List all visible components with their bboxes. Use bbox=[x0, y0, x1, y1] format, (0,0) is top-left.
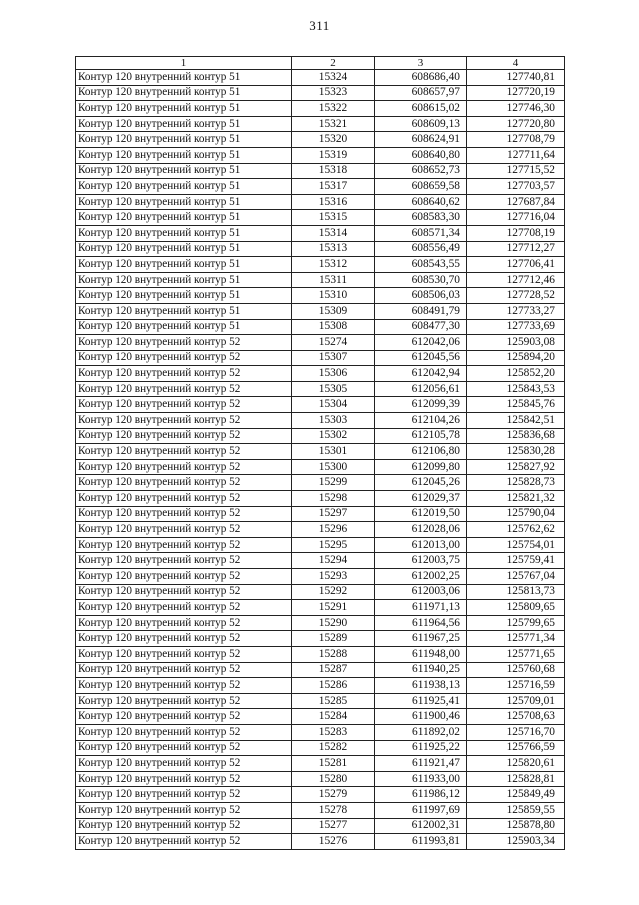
point-number-cell: 15282 bbox=[292, 740, 375, 756]
table-row bbox=[76, 818, 565, 834]
table-row bbox=[76, 132, 565, 148]
contour-name-cell: Контур 120 внутренний контур 52 bbox=[76, 709, 292, 725]
x-coordinate-cell: 608609,13 bbox=[375, 116, 467, 132]
point-number-cell: 15289 bbox=[292, 631, 375, 647]
point-number-cell: 15290 bbox=[292, 615, 375, 631]
y-coordinate-cell: 125852,20 bbox=[467, 366, 565, 382]
table-row bbox=[76, 569, 565, 585]
contour-name-cell: Контур 120 внутренний контур 52 bbox=[76, 366, 292, 382]
contour-name-cell: Контур 120 внутренний контур 52 bbox=[76, 413, 292, 429]
table-row bbox=[76, 475, 565, 491]
contour-name-cell: Контур 120 внутренний контур 51 bbox=[76, 241, 292, 257]
table-row bbox=[76, 147, 565, 163]
y-coordinate-cell: 125709,01 bbox=[467, 693, 565, 709]
contour-name-cell: Контур 120 внутренний контур 51 bbox=[76, 85, 292, 101]
x-coordinate-cell: 611925,41 bbox=[375, 693, 467, 709]
x-coordinate-cell: 608640,80 bbox=[375, 147, 467, 163]
y-coordinate-cell: 125894,20 bbox=[467, 350, 565, 366]
y-coordinate-cell: 127720,19 bbox=[467, 85, 565, 101]
table-row bbox=[76, 444, 565, 460]
x-coordinate-cell: 608659,58 bbox=[375, 179, 467, 195]
contour-name-cell: Контур 120 внутренний контур 52 bbox=[76, 459, 292, 475]
contour-name-cell: Контур 120 внутренний контур 52 bbox=[76, 335, 292, 351]
y-coordinate-cell: 125820,61 bbox=[467, 756, 565, 772]
y-coordinate-cell: 127712,46 bbox=[467, 272, 565, 288]
x-coordinate-cell: 608530,70 bbox=[375, 272, 467, 288]
header-col-1: 1 bbox=[76, 57, 292, 70]
contour-name-cell: Контур 120 внутренний контур 51 bbox=[76, 70, 292, 86]
y-coordinate-cell: 125767,04 bbox=[467, 569, 565, 585]
point-number-cell: 15300 bbox=[292, 459, 375, 475]
y-coordinate-cell: 125828,81 bbox=[467, 771, 565, 787]
table-row bbox=[76, 303, 565, 319]
y-coordinate-cell: 125903,08 bbox=[467, 335, 565, 351]
x-coordinate-cell: 608543,55 bbox=[375, 257, 467, 273]
x-coordinate-cell: 612019,50 bbox=[375, 506, 467, 522]
point-number-cell: 15307 bbox=[292, 350, 375, 366]
point-number-cell: 15296 bbox=[292, 522, 375, 538]
contour-name-cell: Контур 120 внутренний контур 52 bbox=[76, 693, 292, 709]
y-coordinate-cell: 125821,32 bbox=[467, 491, 565, 507]
contour-name-cell: Контур 120 внутренний контур 52 bbox=[76, 662, 292, 678]
point-number-cell: 15277 bbox=[292, 818, 375, 834]
y-coordinate-cell: 127733,27 bbox=[467, 303, 565, 319]
x-coordinate-cell: 608583,30 bbox=[375, 210, 467, 226]
point-number-cell: 15312 bbox=[292, 257, 375, 273]
y-coordinate-cell: 125754,01 bbox=[467, 537, 565, 553]
contour-name-cell: Контур 120 внутренний контур 52 bbox=[76, 350, 292, 366]
point-number-cell: 15302 bbox=[292, 428, 375, 444]
table-row bbox=[76, 70, 565, 86]
y-coordinate-cell: 125903,34 bbox=[467, 834, 565, 850]
contour-name-cell: Контур 120 внутренний контур 52 bbox=[76, 678, 292, 694]
header-row bbox=[76, 57, 565, 70]
contour-name-cell: Контур 120 внутренний контур 52 bbox=[76, 569, 292, 585]
x-coordinate-cell: 611971,13 bbox=[375, 600, 467, 616]
point-number-cell: 15287 bbox=[292, 662, 375, 678]
point-number-cell: 15283 bbox=[292, 724, 375, 740]
x-coordinate-cell: 612106,80 bbox=[375, 444, 467, 460]
point-number-cell: 15322 bbox=[292, 101, 375, 117]
table-row bbox=[76, 163, 565, 179]
table-row bbox=[76, 646, 565, 662]
y-coordinate-cell: 127711,64 bbox=[467, 147, 565, 163]
table-row bbox=[76, 600, 565, 616]
table-row bbox=[76, 615, 565, 631]
contour-name-cell: Контур 120 внутренний контур 52 bbox=[76, 818, 292, 834]
contour-name-cell: Контур 120 внутренний контур 52 bbox=[76, 522, 292, 538]
y-coordinate-cell: 125836,68 bbox=[467, 428, 565, 444]
table-row bbox=[76, 787, 565, 803]
y-coordinate-cell: 125843,53 bbox=[467, 381, 565, 397]
point-number-cell: 15279 bbox=[292, 787, 375, 803]
point-number-cell: 15299 bbox=[292, 475, 375, 491]
y-coordinate-cell: 127687,84 bbox=[467, 194, 565, 210]
table-row bbox=[76, 662, 565, 678]
y-coordinate-cell: 125708,63 bbox=[467, 709, 565, 725]
point-number-cell: 15309 bbox=[292, 303, 375, 319]
point-number-cell: 15310 bbox=[292, 288, 375, 304]
contour-name-cell: Контур 120 внутренний контур 52 bbox=[76, 537, 292, 553]
table-row bbox=[76, 397, 565, 413]
table-header bbox=[76, 57, 565, 70]
table-row bbox=[76, 522, 565, 538]
x-coordinate-cell: 611938,13 bbox=[375, 678, 467, 694]
y-coordinate-cell: 127720,80 bbox=[467, 116, 565, 132]
y-coordinate-cell: 125766,59 bbox=[467, 740, 565, 756]
x-coordinate-cell: 608506,03 bbox=[375, 288, 467, 304]
table-body bbox=[76, 70, 565, 850]
point-number-cell: 15288 bbox=[292, 646, 375, 662]
x-coordinate-cell: 611993,81 bbox=[375, 834, 467, 850]
y-coordinate-cell: 125762,62 bbox=[467, 522, 565, 538]
x-coordinate-cell: 612002,25 bbox=[375, 569, 467, 585]
contour-name-cell: Контур 120 внутренний контур 52 bbox=[76, 646, 292, 662]
contour-name-cell: Контур 120 внутренний контур 51 bbox=[76, 132, 292, 148]
table-row bbox=[76, 381, 565, 397]
point-number-cell: 15286 bbox=[292, 678, 375, 694]
x-coordinate-cell: 611925,22 bbox=[375, 740, 467, 756]
y-coordinate-cell: 125830,28 bbox=[467, 444, 565, 460]
x-coordinate-cell: 608556,49 bbox=[375, 241, 467, 257]
y-coordinate-cell: 127708,79 bbox=[467, 132, 565, 148]
table-row bbox=[76, 693, 565, 709]
y-coordinate-cell: 125771,34 bbox=[467, 631, 565, 647]
x-coordinate-cell: 612045,56 bbox=[375, 350, 467, 366]
y-coordinate-cell: 127703,57 bbox=[467, 179, 565, 195]
point-number-cell: 15285 bbox=[292, 693, 375, 709]
contour-name-cell: Контур 120 внутренний контур 52 bbox=[76, 397, 292, 413]
point-number-cell: 15293 bbox=[292, 569, 375, 585]
table-row bbox=[76, 179, 565, 195]
contour-name-cell: Контур 120 внутренний контур 52 bbox=[76, 787, 292, 803]
table-row bbox=[76, 85, 565, 101]
table-row bbox=[76, 288, 565, 304]
contour-name-cell: Контур 120 внутренний контур 51 bbox=[76, 194, 292, 210]
contour-name-cell: Контур 120 внутренний контур 52 bbox=[76, 600, 292, 616]
table-row bbox=[76, 225, 565, 241]
contour-name-cell: Контур 120 внутренний контур 52 bbox=[76, 834, 292, 850]
header-col-4: 4 bbox=[467, 57, 565, 70]
y-coordinate-cell: 127746,30 bbox=[467, 101, 565, 117]
x-coordinate-cell: 611900,46 bbox=[375, 709, 467, 725]
point-number-cell: 15305 bbox=[292, 381, 375, 397]
table-row bbox=[76, 241, 565, 257]
table-row bbox=[76, 678, 565, 694]
contour-name-cell: Контур 120 внутренний контур 52 bbox=[76, 740, 292, 756]
y-coordinate-cell: 125849,49 bbox=[467, 787, 565, 803]
point-number-cell: 15316 bbox=[292, 194, 375, 210]
x-coordinate-cell: 608686,40 bbox=[375, 70, 467, 86]
point-number-cell: 15317 bbox=[292, 179, 375, 195]
contour-name-cell: Контур 120 внутренний контур 51 bbox=[76, 288, 292, 304]
x-coordinate-cell: 611964,56 bbox=[375, 615, 467, 631]
table-row bbox=[76, 335, 565, 351]
table-row bbox=[76, 210, 565, 226]
x-coordinate-cell: 611892,02 bbox=[375, 724, 467, 740]
x-coordinate-cell: 612099,39 bbox=[375, 397, 467, 413]
contour-name-cell: Контур 120 внутренний контур 52 bbox=[76, 553, 292, 569]
point-number-cell: 15318 bbox=[292, 163, 375, 179]
table-row bbox=[76, 802, 565, 818]
y-coordinate-cell: 127715,52 bbox=[467, 163, 565, 179]
x-coordinate-cell: 608657,97 bbox=[375, 85, 467, 101]
y-coordinate-cell: 125760,68 bbox=[467, 662, 565, 678]
contour-name-cell: Контур 120 внутренний контур 51 bbox=[76, 147, 292, 163]
contour-name-cell: Контур 120 внутренний контур 52 bbox=[76, 475, 292, 491]
contour-name-cell: Контур 120 внутренний контур 52 bbox=[76, 724, 292, 740]
y-coordinate-cell: 125759,41 bbox=[467, 553, 565, 569]
contour-name-cell: Контур 120 внутренний контур 51 bbox=[76, 257, 292, 273]
point-number-cell: 15295 bbox=[292, 537, 375, 553]
point-number-cell: 15308 bbox=[292, 319, 375, 335]
table-row bbox=[76, 319, 565, 335]
y-coordinate-cell: 125799,65 bbox=[467, 615, 565, 631]
point-number-cell: 15315 bbox=[292, 210, 375, 226]
table-row bbox=[76, 756, 565, 772]
point-number-cell: 15311 bbox=[292, 272, 375, 288]
point-number-cell: 15314 bbox=[292, 225, 375, 241]
contour-name-cell: Контур 120 внутренний контур 51 bbox=[76, 303, 292, 319]
x-coordinate-cell: 611940,25 bbox=[375, 662, 467, 678]
point-number-cell: 15274 bbox=[292, 335, 375, 351]
x-coordinate-cell: 608640,62 bbox=[375, 194, 467, 210]
x-coordinate-cell: 612105,78 bbox=[375, 428, 467, 444]
point-number-cell: 15291 bbox=[292, 600, 375, 616]
table-row bbox=[76, 740, 565, 756]
y-coordinate-cell: 125827,92 bbox=[467, 459, 565, 475]
table-row bbox=[76, 116, 565, 132]
header-col-2: 2 bbox=[292, 57, 375, 70]
point-number-cell: 15303 bbox=[292, 413, 375, 429]
point-number-cell: 15323 bbox=[292, 85, 375, 101]
contour-name-cell: Контур 120 внутренний контур 52 bbox=[76, 631, 292, 647]
table-row bbox=[76, 366, 565, 382]
y-coordinate-cell: 127733,69 bbox=[467, 319, 565, 335]
y-coordinate-cell: 125771,65 bbox=[467, 646, 565, 662]
y-coordinate-cell: 125813,73 bbox=[467, 584, 565, 600]
x-coordinate-cell: 608624,91 bbox=[375, 132, 467, 148]
point-number-cell: 15292 bbox=[292, 584, 375, 600]
contour-name-cell: Контур 120 внутренний контур 51 bbox=[76, 272, 292, 288]
x-coordinate-cell: 608571,34 bbox=[375, 225, 467, 241]
x-coordinate-cell: 611948,00 bbox=[375, 646, 467, 662]
table-row bbox=[76, 506, 565, 522]
coordinates-table bbox=[75, 56, 565, 850]
point-number-cell: 15306 bbox=[292, 366, 375, 382]
table-row bbox=[76, 101, 565, 117]
point-number-cell: 15284 bbox=[292, 709, 375, 725]
point-number-cell: 15324 bbox=[292, 70, 375, 86]
x-coordinate-cell: 608615,02 bbox=[375, 101, 467, 117]
y-coordinate-cell: 125828,73 bbox=[467, 475, 565, 491]
contour-name-cell: Контур 120 внутренний контур 51 bbox=[76, 210, 292, 226]
x-coordinate-cell: 611921,47 bbox=[375, 756, 467, 772]
table-row bbox=[76, 709, 565, 725]
x-coordinate-cell: 612028,06 bbox=[375, 522, 467, 538]
table-row bbox=[76, 350, 565, 366]
y-coordinate-cell: 125790,04 bbox=[467, 506, 565, 522]
contour-name-cell: Контур 120 внутренний контур 52 bbox=[76, 756, 292, 772]
x-coordinate-cell: 611933,00 bbox=[375, 771, 467, 787]
table-row bbox=[76, 459, 565, 475]
x-coordinate-cell: 612045,26 bbox=[375, 475, 467, 491]
x-coordinate-cell: 612002,31 bbox=[375, 818, 467, 834]
x-coordinate-cell: 612099,80 bbox=[375, 459, 467, 475]
point-number-cell: 15298 bbox=[292, 491, 375, 507]
point-number-cell: 15297 bbox=[292, 506, 375, 522]
point-number-cell: 15320 bbox=[292, 132, 375, 148]
point-number-cell: 15301 bbox=[292, 444, 375, 460]
x-coordinate-cell: 611997,69 bbox=[375, 802, 467, 818]
x-coordinate-cell: 611967,25 bbox=[375, 631, 467, 647]
contour-name-cell: Контур 120 внутренний контур 51 bbox=[76, 225, 292, 241]
table-row bbox=[76, 272, 565, 288]
header-col-3: 3 bbox=[375, 57, 467, 70]
table-row bbox=[76, 553, 565, 569]
contour-name-cell: Контур 120 внутренний контур 52 bbox=[76, 506, 292, 522]
table-row bbox=[76, 834, 565, 850]
x-coordinate-cell: 612042,94 bbox=[375, 366, 467, 382]
table-row bbox=[76, 491, 565, 507]
point-number-cell: 15294 bbox=[292, 553, 375, 569]
table-row bbox=[76, 413, 565, 429]
y-coordinate-cell: 125842,51 bbox=[467, 413, 565, 429]
point-number-cell: 15281 bbox=[292, 756, 375, 772]
contour-name-cell: Контур 120 внутренний контур 52 bbox=[76, 802, 292, 818]
x-coordinate-cell: 612003,06 bbox=[375, 584, 467, 600]
y-coordinate-cell: 125716,59 bbox=[467, 678, 565, 694]
x-coordinate-cell: 608491,79 bbox=[375, 303, 467, 319]
x-coordinate-cell: 612029,37 bbox=[375, 491, 467, 507]
y-coordinate-cell: 125716,70 bbox=[467, 724, 565, 740]
contour-name-cell: Контур 120 внутренний контур 52 bbox=[76, 615, 292, 631]
contour-name-cell: Контур 120 внутренний контур 51 bbox=[76, 179, 292, 195]
contour-name-cell: Контур 120 внутренний контур 52 bbox=[76, 491, 292, 507]
table-row bbox=[76, 194, 565, 210]
table-row bbox=[76, 724, 565, 740]
point-number-cell: 15304 bbox=[292, 397, 375, 413]
table-row bbox=[76, 537, 565, 553]
table-row bbox=[76, 257, 565, 273]
y-coordinate-cell: 127716,04 bbox=[467, 210, 565, 226]
x-coordinate-cell: 612104,26 bbox=[375, 413, 467, 429]
point-number-cell: 15276 bbox=[292, 834, 375, 850]
contour-name-cell: Контур 120 внутренний контур 52 bbox=[76, 428, 292, 444]
page-number: 311 bbox=[309, 18, 330, 33]
x-coordinate-cell: 608477,30 bbox=[375, 319, 467, 335]
x-coordinate-cell: 612056,61 bbox=[375, 381, 467, 397]
y-coordinate-cell: 127708,19 bbox=[467, 225, 565, 241]
contour-name-cell: Контур 120 внутренний контур 52 bbox=[76, 584, 292, 600]
contour-name-cell: Контур 120 внутренний контур 52 bbox=[76, 771, 292, 787]
y-coordinate-cell: 125809,65 bbox=[467, 600, 565, 616]
table-row bbox=[76, 584, 565, 600]
point-number-cell: 15278 bbox=[292, 802, 375, 818]
x-coordinate-cell: 612042,06 bbox=[375, 335, 467, 351]
point-number-cell: 15313 bbox=[292, 241, 375, 257]
x-coordinate-cell: 611986,12 bbox=[375, 787, 467, 803]
point-number-cell: 15319 bbox=[292, 147, 375, 163]
point-number-cell: 15280 bbox=[292, 771, 375, 787]
contour-name-cell: Контур 120 внутренний контур 52 bbox=[76, 444, 292, 460]
point-number-cell: 15321 bbox=[292, 116, 375, 132]
table-row bbox=[76, 428, 565, 444]
y-coordinate-cell: 127706,41 bbox=[467, 257, 565, 273]
x-coordinate-cell: 612013,00 bbox=[375, 537, 467, 553]
contour-name-cell: Контур 120 внутренний контур 52 bbox=[76, 381, 292, 397]
contour-name-cell: Контур 120 внутренний контур 51 bbox=[76, 116, 292, 132]
x-coordinate-cell: 608652,73 bbox=[375, 163, 467, 179]
x-coordinate-cell: 612003,75 bbox=[375, 553, 467, 569]
y-coordinate-cell: 125878,80 bbox=[467, 818, 565, 834]
table-row bbox=[76, 771, 565, 787]
y-coordinate-cell: 127728,52 bbox=[467, 288, 565, 304]
contour-name-cell: Контур 120 внутренний контур 51 bbox=[76, 163, 292, 179]
table-row bbox=[76, 631, 565, 647]
y-coordinate-cell: 125859,55 bbox=[467, 802, 565, 818]
contour-name-cell: Контур 120 внутренний контур 51 bbox=[76, 101, 292, 117]
contour-name-cell: Контур 120 внутренний контур 51 bbox=[76, 319, 292, 335]
y-coordinate-cell: 127712,27 bbox=[467, 241, 565, 257]
y-coordinate-cell: 127740,81 bbox=[467, 70, 565, 86]
y-coordinate-cell: 125845,76 bbox=[467, 397, 565, 413]
